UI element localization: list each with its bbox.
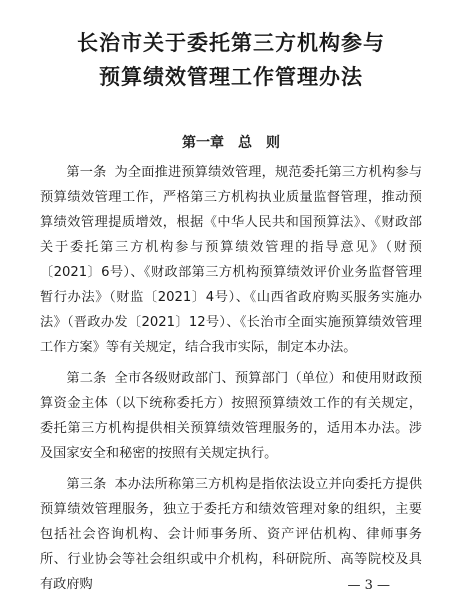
article-1-text: 为全面推进预算绩效管理，规范委托第三方机构参与预算绩效管理工作，严格第三方机构执业质量监督管理，推动预算绩效管理提质增效，根据《中华人民共和国预算法》、《财政部关于委托第三方机构参与预算绩效管理的指导意见》（财预〔2021〕6号）、《财政部第三方机构预算绩效评价业务监督管理暂行办法》（财监〔2021〕4号）、《山西省政府购买服务实施办法》（晋政办发〔2021〕12号）、《长治市全面实施预算绩效管理工作方案》等有关规定，结合我市实际，制定本办法。 bbox=[40, 165, 423, 355]
article-2 bbox=[40, 366, 422, 466]
article-2-text: 全市各级财政部门、预算部门（单位）和使用财政预算资金主体（以下统称委托方）按照预算绩效工作的有关规定，委托第三方机构提供相关预算绩效管理服务的，适用本办法。涉及国家安全和秘密的按照有关规定执行。 bbox=[40, 371, 423, 461]
article-3-label: 第三条 bbox=[66, 477, 107, 492]
article-3-text: 本办法所称第三方机构是指依法设立并向委托方提供预算绩效管理服务，独立于委托方和绩效管理对象的组织，主要包括社会咨询机构、会计师事务所、资产评估机构、律师事务所、行业协会等社会组织或中介机构，科研院所、高等院校及具有政府购 bbox=[40, 477, 423, 592]
document-title-line-2: 预算绩效管理工作管理办法 bbox=[99, 64, 363, 89]
article-1-label: 第一条 bbox=[66, 165, 107, 180]
document-title-line-1: 长治市关于委托第三方机构参与 bbox=[77, 30, 385, 55]
document-title bbox=[40, 0, 422, 94]
page-number: — 3 — bbox=[347, 578, 390, 593]
article-1 bbox=[40, 160, 422, 360]
chapter-heading: 第一章 总 则 bbox=[182, 135, 280, 151]
article-2-label: 第二条 bbox=[66, 371, 107, 386]
